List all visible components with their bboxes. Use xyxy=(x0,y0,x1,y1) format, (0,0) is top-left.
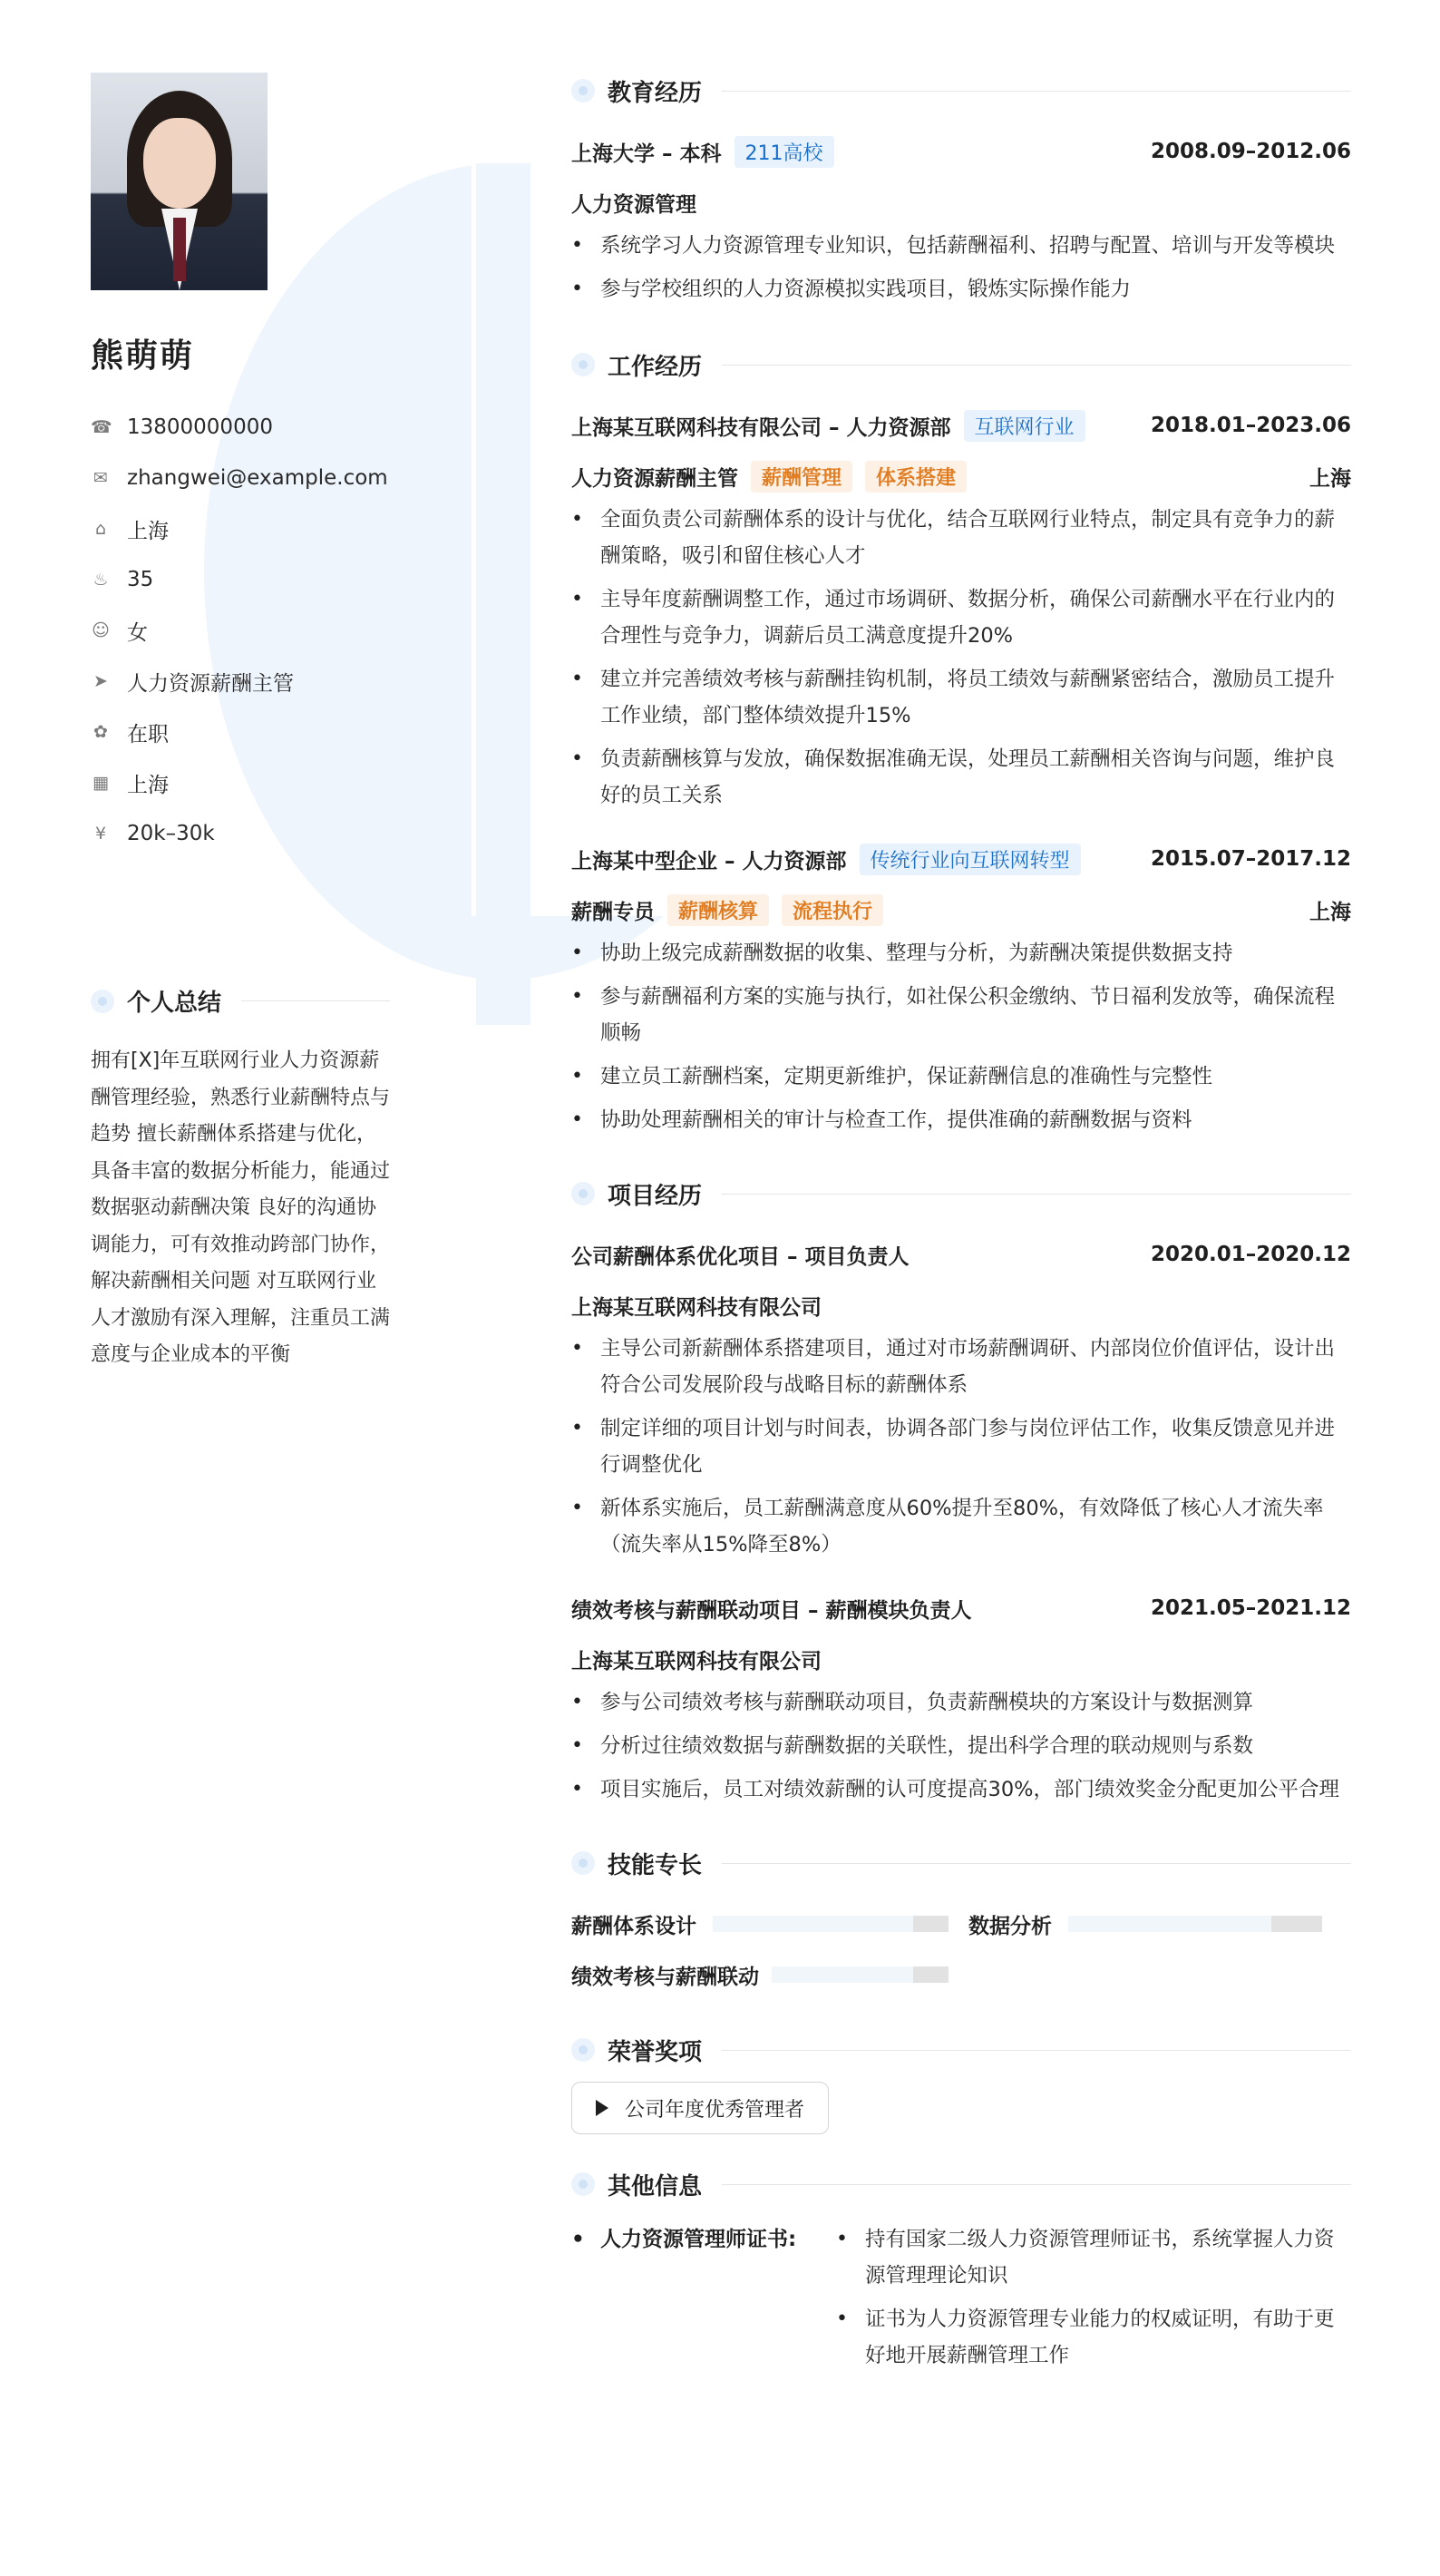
other-title: 其他信息 xyxy=(608,2172,703,2200)
list-item: • 全面负责公司薪酬体系的设计与优化，结合互联网行业特点，制定具有竞争力的薪酬策略，吸引和留住核心人才 xyxy=(571,502,1351,574)
phone-icon: ☎ xyxy=(91,417,112,437)
awards-title: 荣誉奖项 xyxy=(608,2038,703,2066)
list-item: • 负责薪酬核算与发放，确保数据准确无误，处理员工薪酬相关咨询与问题，维护良好的员工关系 xyxy=(571,741,1351,814)
divider xyxy=(722,2184,1351,2185)
section-icon xyxy=(91,990,114,1013)
face-icon: ☺ xyxy=(92,620,110,640)
certificate-bullets xyxy=(836,2221,1351,2381)
list-item: • 新体系实施后，员工薪酬满意度从60%提升至80%，有效降低了核心人才流失率（流失率从15%降至8%） xyxy=(571,1490,1351,1563)
list-item: • 项目实施后，员工对绩效薪酬的认可度提高30%，部门绩效奖金分配更加公平合理 xyxy=(571,1771,1351,1808)
project-date: 2020.01–2020.12 xyxy=(1150,1243,1351,1266)
divider xyxy=(241,1000,390,1001)
plane-icon: ➤ xyxy=(93,671,108,691)
education-entry xyxy=(571,126,1351,177)
skill-tag: 体系搭建 xyxy=(865,461,967,493)
education-date: 2008.09–2012.06 xyxy=(1150,140,1351,163)
industry-tag: 传统行业向互联网转型 xyxy=(860,844,1081,875)
awards-section-header xyxy=(571,2027,1351,2073)
education-title: 教育经历 xyxy=(608,79,703,107)
project-list xyxy=(571,1229,1351,1828)
job-city: 上海 xyxy=(1309,466,1351,491)
divider xyxy=(722,91,1351,92)
info-text[interactable]: zhangwei@example.com xyxy=(127,466,388,490)
list-item: • 参与学校组织的人力资源模拟实践项目，锻炼实际操作能力 xyxy=(571,271,1351,307)
profile-panel xyxy=(91,73,390,859)
divider xyxy=(722,365,1351,366)
project-date: 2021.05–2021.12 xyxy=(1150,1596,1351,1620)
section-icon xyxy=(571,2038,595,2062)
school-tag: 211高校 xyxy=(735,136,834,168)
award-label: 公司年度优秀管理者 xyxy=(625,2098,805,2122)
job-role-row xyxy=(571,451,1351,502)
job-city: 上海 xyxy=(1309,900,1351,924)
list-item: • 主导公司新薪酬体系搭建项目，通过对市场薪酬调研、内部岗位价值评估，设计出符合公司发展阶段与战略目标的薪酬体系 xyxy=(571,1331,1351,1403)
project-name: 绩效考核与薪酬联动项目 – 薪酬模块负责人 xyxy=(571,1598,972,1623)
info-row xyxy=(91,808,390,859)
work-list xyxy=(571,400,1351,1158)
project-org-label: 上海某互联网科技有限公司 xyxy=(571,1649,822,1673)
list-item: • 主导年度薪酬调整工作，通过市场调研、数据分析，确保公司薪酬水平在行业内的合理性与竞争力，调薪后员工满意度提升20% xyxy=(571,581,1351,654)
certificate-label: • 人力资源管理师证书: xyxy=(571,2221,836,2381)
avatar xyxy=(91,73,268,290)
info-text: 在职 xyxy=(127,722,169,746)
project-org xyxy=(571,1280,1351,1331)
skill-level-bar xyxy=(772,1966,949,1983)
info-text: 人力资源薪酬主管 xyxy=(127,671,294,696)
info-row xyxy=(91,503,390,554)
education-bullets xyxy=(571,228,1351,307)
section-icon xyxy=(571,79,595,102)
list-item: • 持有国家二级人力资源管理师证书，系统掌握人力资源管理理论知识 xyxy=(836,2221,1351,2294)
info-row xyxy=(91,656,390,707)
project-name: 公司薪酬体系优化项目 – 项目负责人 xyxy=(571,1244,910,1269)
main-content xyxy=(571,68,1351,2381)
list-item: • 协助处理薪酬相关的审计与检查工作，提供准确的薪酬数据与资料 xyxy=(571,1102,1351,1138)
school-name: 上海大学 – 本科 xyxy=(571,141,722,166)
list-item: • 制定详细的项目计划与时间表，协调各部门参与岗位评估工作，收集反馈意见并进行调整优化 xyxy=(571,1410,1351,1483)
status-icon: ✿ xyxy=(93,722,108,742)
work-title: 工作经历 xyxy=(608,353,703,381)
project-header xyxy=(571,1583,1351,1634)
info-text: 35 xyxy=(127,568,154,591)
list-item: • 参与薪酬福利方案的实施与执行，如社保公积金缴纳、节日福利发放等，确保流程顺畅 xyxy=(571,979,1351,1051)
info-row xyxy=(91,554,390,605)
skill-tag: 薪酬管理 xyxy=(751,461,852,493)
info-text: 上海 xyxy=(127,773,169,797)
project-bullets xyxy=(571,1331,1351,1563)
list-item: • 参与公司绩效考核与薪酬联动项目，负责薪酬模块的方案设计与数据测算 xyxy=(571,1684,1351,1721)
divider xyxy=(722,1194,1351,1195)
job-role-row xyxy=(571,884,1351,935)
skill-name: 数据分析 xyxy=(968,1914,1052,1938)
other-info xyxy=(571,2221,1351,2381)
project-header xyxy=(571,1229,1351,1280)
divider xyxy=(722,2050,1351,2051)
company-name: 上海某互联网科技有限公司 – 人力资源部 xyxy=(571,415,951,440)
info-text: 女 xyxy=(127,620,148,645)
list-item: • 协助上级完成薪酬数据的收集、整理与分析，为薪酬决策提供数据支持 xyxy=(571,935,1351,971)
info-row xyxy=(91,605,390,656)
project-org-label: 上海某互联网科技有限公司 xyxy=(571,1295,822,1320)
list-item: • 证书为人力资源管理专业能力的权威证明，有助于更好地开展薪酬管理工作 xyxy=(836,2301,1351,2374)
projects-title: 项目经历 xyxy=(608,1182,703,1210)
job-date: 2018.01–2023.06 xyxy=(1150,414,1351,437)
skill-level-bar xyxy=(1068,1916,1322,1932)
job-role: 人力资源薪酬主管 xyxy=(571,466,738,491)
building-icon: ▦ xyxy=(92,773,109,793)
job-header xyxy=(571,834,1351,884)
summary-section-header xyxy=(91,984,390,1018)
major xyxy=(571,177,1351,228)
skill-name: 绩效考核与薪酬联动 xyxy=(571,1965,759,1989)
education-section-header xyxy=(571,68,1351,113)
info-row xyxy=(91,757,390,808)
info-text: 20k–30k xyxy=(127,822,215,845)
other-section-header xyxy=(571,2161,1351,2207)
job-date: 2015.07–2017.12 xyxy=(1150,847,1351,871)
section-icon xyxy=(571,1851,595,1875)
skills-section-header xyxy=(571,1840,1351,1886)
mail-icon: ✉ xyxy=(93,468,108,488)
section-icon xyxy=(571,1182,595,1205)
skill-name: 薪酬体系设计 xyxy=(571,1914,696,1938)
job-bullets xyxy=(571,502,1351,814)
projects-section-header xyxy=(571,1171,1351,1216)
info-text: 上海 xyxy=(127,519,169,543)
job-role: 薪酬专员 xyxy=(571,900,655,924)
cake-icon: ♨ xyxy=(92,570,109,590)
list-item: • 建立并完善绩效考核与薪酬挂钩机制，将员工绩效与薪酬紧密结合，激励员工提升工作业绩，部门整体绩效提升15% xyxy=(571,661,1351,734)
info-row xyxy=(91,402,390,453)
info-row xyxy=(91,707,390,757)
project-org xyxy=(571,1634,1351,1684)
section-icon xyxy=(571,2172,595,2196)
candidate-name: 熊萌萌 xyxy=(91,337,195,375)
industry-tag: 互联网行业 xyxy=(964,410,1085,442)
job-bullets xyxy=(571,935,1351,1138)
background-decoration-bar xyxy=(476,163,530,1025)
skills-title: 技能专长 xyxy=(608,1851,703,1879)
major-label: 人力资源管理 xyxy=(571,192,696,217)
skill-level-bar xyxy=(713,1916,949,1932)
job-header xyxy=(571,400,1351,451)
list-item: • 分析过往绩效数据与薪酬数据的关联性，提出科学合理的联动规则与系数 xyxy=(571,1728,1351,1764)
home-icon: ⌂ xyxy=(94,519,107,539)
company-name: 上海某中型企业 – 人力资源部 xyxy=(571,849,847,873)
divider xyxy=(722,1863,1351,1864)
summary-text: 拥有[X]年互联网行业人力资源薪酬管理经验，熟悉行业薪酬特点与趋势 擅长薪酬体系搭建与优化，具备丰富的数据分析能力，能通过数据驱动薪酬决策 良好的沟通协调能力，可有效推动跨部门协作，解决薪酬相关问题 对互联网行业人才激励有深入理解，注重员工满意度与企业成本的平衡 xyxy=(91,1049,391,1366)
section-icon xyxy=(571,353,595,376)
award-chip[interactable] xyxy=(571,2082,829,2134)
project-bullets xyxy=(571,1684,1351,1808)
work-section-header xyxy=(571,342,1351,387)
salary-icon: ¥ xyxy=(94,824,107,844)
skill-tag: 流程执行 xyxy=(782,894,883,926)
skill-row xyxy=(571,1949,1351,2000)
contact-info-list xyxy=(91,402,390,859)
skill-tag: 薪酬核算 xyxy=(667,894,769,926)
list-item: • 系统学习人力资源管理专业知识，包括薪酬福利、招聘与配置、培训与开发等模块 xyxy=(571,228,1351,264)
list-item: • 建立员工薪酬档案，定期更新维护，保证薪酬信息的准确性与完整性 xyxy=(571,1059,1351,1095)
summary-title: 个人总结 xyxy=(127,990,222,1017)
info-row xyxy=(91,453,390,503)
skill-row xyxy=(571,1898,1351,1949)
info-text: 13800000000 xyxy=(127,415,273,439)
play-icon xyxy=(596,2100,608,2116)
